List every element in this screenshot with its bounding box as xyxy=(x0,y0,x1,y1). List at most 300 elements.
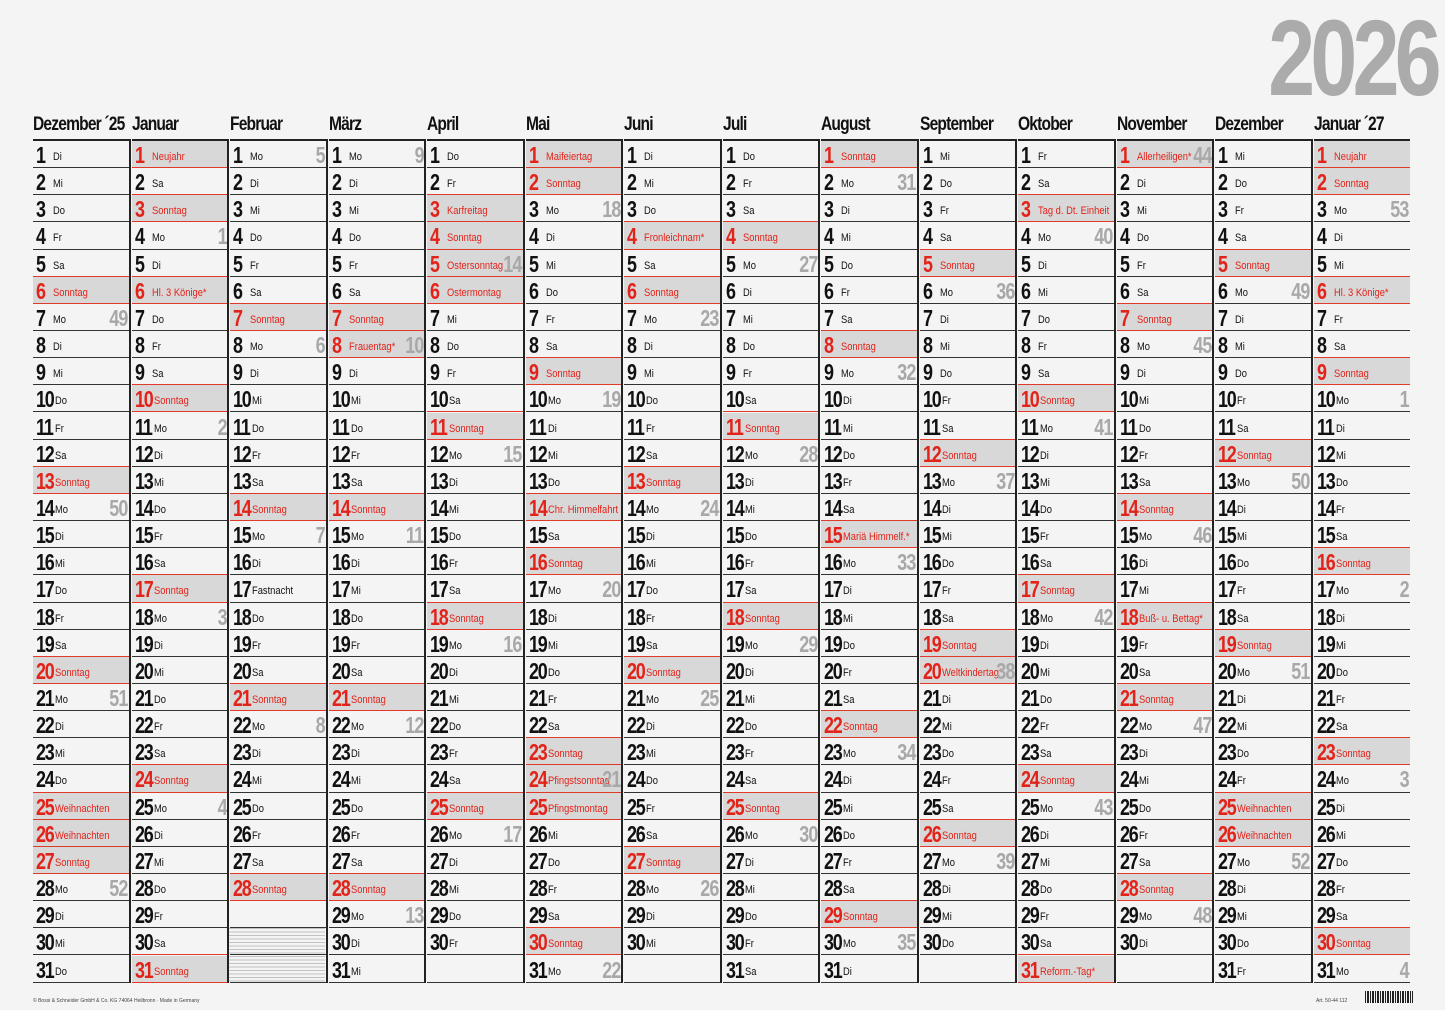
day-number: 27 xyxy=(36,847,54,874)
weekday-label: Di xyxy=(1335,612,1345,625)
weekday-label: Do xyxy=(151,313,164,326)
day-cell xyxy=(132,847,228,874)
weekday-label: Fr xyxy=(449,748,458,761)
week-number: 37 xyxy=(996,467,1015,494)
weekday-label: Mi xyxy=(1237,721,1247,734)
day-number: 14 xyxy=(725,494,744,521)
month-column xyxy=(920,113,1016,983)
day-cell xyxy=(230,765,326,792)
weekday-label: Di xyxy=(153,829,163,842)
day-number: 13 xyxy=(430,467,448,494)
day-cell xyxy=(132,440,228,467)
week-number: 39 xyxy=(996,847,1015,874)
day-number: 9 xyxy=(1218,359,1227,386)
weekday-label: Di xyxy=(1335,422,1345,435)
day-number: 26 xyxy=(824,820,842,847)
day-number: 8 xyxy=(134,332,144,359)
day-cell xyxy=(821,358,917,385)
day-cell xyxy=(230,440,326,467)
day-cell xyxy=(624,548,720,575)
weekday-label: Fr xyxy=(742,178,752,191)
day-cell xyxy=(1314,195,1410,222)
day-cell xyxy=(33,385,129,412)
weekday-label: Do xyxy=(843,639,855,652)
weekday-label: Do xyxy=(939,178,952,191)
day-cell xyxy=(821,331,917,358)
weekday-label: Mo xyxy=(843,748,856,761)
day-cell xyxy=(427,195,523,222)
day-cell xyxy=(329,793,425,820)
day-cell xyxy=(1215,874,1311,901)
weekday-label: Mo xyxy=(1237,666,1250,679)
day-number: 24 xyxy=(233,766,251,793)
day-cell xyxy=(329,494,425,521)
day-number: 6 xyxy=(1316,277,1326,304)
day-cell xyxy=(624,494,720,521)
month-column xyxy=(329,113,425,983)
day-number: 6 xyxy=(1218,277,1227,304)
day-cell xyxy=(821,521,917,548)
year-title: 2026 xyxy=(1268,0,1437,118)
weekday-label: Sonntag xyxy=(939,259,975,272)
day-cell xyxy=(427,630,523,657)
day-cell xyxy=(821,738,917,765)
weekday-label: Do xyxy=(939,368,952,381)
weekday-label: Do xyxy=(843,829,855,842)
day-cell xyxy=(427,250,523,277)
weekday-label: Sonntag xyxy=(447,232,482,245)
day-number: 4 xyxy=(1119,223,1129,250)
weekday-label: Di xyxy=(1040,639,1049,652)
day-number: 21 xyxy=(1218,685,1236,711)
day-number: 15 xyxy=(430,522,448,549)
day-number: 26 xyxy=(1218,820,1236,847)
weekday-label: Fr xyxy=(449,938,458,951)
holiday-label: Ostersonntag xyxy=(447,259,504,272)
month-name: September xyxy=(919,114,993,135)
day-cell xyxy=(1314,494,1410,521)
day-cell xyxy=(329,467,425,494)
weekday-label: Sa xyxy=(1136,286,1148,299)
day-cell xyxy=(33,738,129,765)
weekday-label: Sonntag xyxy=(545,178,581,191)
day-number: 10 xyxy=(1021,386,1039,413)
weekday-label: Sa xyxy=(1138,666,1150,679)
day-number: 24 xyxy=(36,766,54,793)
weekday-label: Sonntag xyxy=(252,884,287,897)
day-cell xyxy=(1117,575,1213,602)
day-number: 21 xyxy=(528,685,547,711)
day-cell xyxy=(329,603,425,630)
day-number: 30 xyxy=(134,929,153,956)
weekday-label: Sonntag xyxy=(646,856,681,869)
day-number: 25 xyxy=(1218,793,1236,820)
day-number: 9 xyxy=(134,359,144,386)
day-cell xyxy=(329,195,425,222)
day-cell xyxy=(723,304,819,331)
calendar-grid xyxy=(33,113,1412,983)
day-cell xyxy=(1117,874,1213,901)
weekday-label: Fr xyxy=(547,694,557,706)
weekday-label: Fr xyxy=(843,476,852,489)
column-divider xyxy=(720,139,722,983)
day-cell xyxy=(526,603,622,630)
week-number: 2 xyxy=(1399,576,1409,603)
day-cell xyxy=(1018,304,1114,331)
week-number: 50 xyxy=(109,494,128,521)
day-number: 29 xyxy=(824,902,842,929)
day-cell xyxy=(920,413,1016,440)
day-number: 24 xyxy=(1316,766,1335,793)
day-cell xyxy=(230,630,326,657)
day-cell xyxy=(920,521,1016,548)
weekday-label: Do xyxy=(646,775,658,788)
weekday-label: Mo xyxy=(53,313,66,326)
day-number: 27 xyxy=(430,847,448,874)
week-number: 52 xyxy=(1291,847,1310,874)
day-number: 21 xyxy=(922,685,941,711)
day-cell xyxy=(1018,847,1114,874)
day-number: 9 xyxy=(430,359,439,386)
day-cell xyxy=(920,277,1016,304)
day-number: 28 xyxy=(922,875,941,902)
weekday-label: Do xyxy=(350,802,363,815)
weekday-label: Do xyxy=(55,775,67,788)
weekday-label: Mo xyxy=(1040,422,1053,435)
day-number: 16 xyxy=(36,549,54,576)
day-number: 27 xyxy=(331,847,350,874)
weekday-label: Sa xyxy=(151,368,163,381)
day-cell xyxy=(1018,222,1114,249)
month-name: Dezember xyxy=(1215,114,1283,135)
day-number: 22 xyxy=(528,712,547,739)
weekday-label: Sa xyxy=(252,666,264,679)
weekday-label: Mo xyxy=(350,531,364,544)
weekday-label: Sa xyxy=(1040,558,1052,571)
weekday-label: Sa xyxy=(55,639,67,652)
weekday-label: Sa xyxy=(350,476,362,489)
day-number: 24 xyxy=(331,766,350,793)
month-name: Januar xyxy=(131,114,178,135)
month-column xyxy=(821,113,917,983)
weekday-label: Di xyxy=(1235,313,1244,326)
day-cell xyxy=(624,765,720,792)
day-cell xyxy=(526,657,622,684)
day-cell xyxy=(1018,440,1114,467)
day-cell xyxy=(427,494,523,521)
weekday-label: Di xyxy=(1038,259,1047,272)
day-number: 23 xyxy=(430,739,448,766)
day-number: 26 xyxy=(528,820,547,847)
weekday-label: Mo xyxy=(547,965,561,978)
day-cell xyxy=(526,738,622,765)
day-cell xyxy=(33,413,129,440)
day-cell xyxy=(920,385,1016,412)
day-cell xyxy=(33,440,129,467)
day-cell xyxy=(329,657,425,684)
day-number: 22 xyxy=(331,712,350,739)
day-number: 13 xyxy=(331,467,350,494)
holiday-label: Weihnachten xyxy=(1237,802,1292,815)
week-number: 38 xyxy=(996,657,1015,684)
weekday-label: Do xyxy=(153,694,166,706)
day-cell xyxy=(920,494,1016,521)
weekday-label: Sonntag xyxy=(941,639,977,652)
day-number: 31 xyxy=(824,956,842,983)
weekday-label: Di xyxy=(646,911,655,924)
day-cell xyxy=(329,711,425,738)
day-number: 17 xyxy=(36,576,54,603)
weekday-label: Di xyxy=(348,178,358,191)
day-number: 3 xyxy=(922,196,932,223)
day-number: 10 xyxy=(1316,386,1335,413)
day-number: 27 xyxy=(627,847,645,874)
day-cell xyxy=(526,847,622,874)
day-number: 23 xyxy=(528,739,547,766)
weekday-label: Sa xyxy=(941,612,953,625)
holiday-label: Neujahr xyxy=(1333,151,1367,163)
month-column xyxy=(132,113,228,983)
weekday-label: Sa xyxy=(350,666,362,679)
weekday-label: Mo xyxy=(55,884,68,897)
day-cell xyxy=(1117,765,1213,792)
day-number: 28 xyxy=(1021,875,1039,902)
holiday-label: Pfingstsonntag xyxy=(547,775,610,788)
day-number: 11 xyxy=(36,413,53,440)
day-number: 20 xyxy=(725,657,744,684)
day-number: 12 xyxy=(233,440,251,467)
holiday-label: Chr. Himmelfahrt xyxy=(547,503,618,516)
column-divider xyxy=(1114,139,1116,983)
day-cell xyxy=(723,956,819,983)
day-cell xyxy=(624,521,720,548)
weekday-label: Di xyxy=(252,748,261,761)
day-cell xyxy=(230,548,326,575)
weekday-label: Di xyxy=(348,368,358,381)
day-number: 8 xyxy=(1218,332,1227,359)
weekday-label: Mo xyxy=(843,938,856,951)
day-number: 28 xyxy=(627,875,645,902)
day-cell xyxy=(1215,820,1311,847)
day-number: 21 xyxy=(1021,685,1039,711)
day-cell xyxy=(821,793,917,820)
day-number: 2 xyxy=(627,169,636,196)
day-number: 24 xyxy=(1218,766,1236,793)
weekday-label: Sonntag xyxy=(1040,395,1075,408)
day-number: 14 xyxy=(1021,494,1039,521)
holiday-label: Ostermontag xyxy=(447,286,502,299)
day-cell xyxy=(1117,548,1213,575)
day-number: 28 xyxy=(1119,875,1138,902)
day-number: 10 xyxy=(725,386,744,413)
day-cell xyxy=(427,765,523,792)
weekday-label: Mi xyxy=(744,503,755,516)
weekday-label: Fr xyxy=(350,639,360,652)
day-cell xyxy=(132,874,228,901)
day-cell xyxy=(33,684,129,711)
day-cell xyxy=(1314,956,1410,983)
day-number: 12 xyxy=(430,440,448,467)
day-number: 23 xyxy=(725,739,744,766)
weekday-label: Di xyxy=(744,476,754,489)
day-cell xyxy=(920,331,1016,358)
day-cell xyxy=(821,195,917,222)
day-number: 26 xyxy=(233,820,251,847)
day-cell xyxy=(1018,331,1114,358)
weekday-label: Di xyxy=(841,205,850,218)
day-number: 16 xyxy=(430,549,448,576)
weekday-label: Di xyxy=(53,341,62,354)
day-number: 17 xyxy=(1119,576,1138,603)
weekday-label: Sonntag xyxy=(449,802,484,815)
day-cell xyxy=(526,358,622,385)
day-number: 2 xyxy=(233,169,242,196)
weekday-label: Mi xyxy=(644,178,654,191)
day-number: 13 xyxy=(1119,467,1138,494)
day-cell xyxy=(33,141,129,168)
weekday-label: Do xyxy=(53,205,65,218)
day-cell xyxy=(230,847,326,874)
day-cell xyxy=(526,793,622,820)
day-number: 22 xyxy=(627,712,645,739)
week-number: 12 xyxy=(405,712,424,739)
day-cell xyxy=(1117,304,1213,331)
day-cell xyxy=(230,521,326,548)
day-cell xyxy=(526,250,622,277)
day-cell xyxy=(1018,820,1114,847)
weekday-label: Mi xyxy=(1138,395,1149,408)
day-number: 20 xyxy=(233,657,251,684)
week-number: 41 xyxy=(1094,413,1113,440)
day-number: 30 xyxy=(725,929,744,956)
day-cell xyxy=(1018,277,1114,304)
day-number: 18 xyxy=(627,603,645,630)
week-number: 2 xyxy=(217,413,227,440)
weekday-label: Mo xyxy=(1138,721,1152,734)
day-number: 11 xyxy=(1119,413,1137,440)
day-number: 6 xyxy=(824,277,833,304)
day-number: 10 xyxy=(331,386,350,413)
weekday-label: Mo xyxy=(1040,612,1053,625)
day-cell xyxy=(1215,738,1311,765)
day-cell xyxy=(1215,467,1311,494)
weekday-label: Mi xyxy=(53,178,63,191)
weekday-label: Do xyxy=(841,259,853,272)
weekday-label: Sa xyxy=(939,232,951,245)
weekday-label: Di xyxy=(1136,368,1146,381)
day-cell xyxy=(1314,304,1410,331)
day-cell xyxy=(821,711,917,738)
day-cell xyxy=(624,358,720,385)
day-number: 29 xyxy=(1021,902,1039,929)
weekday-label: Mi xyxy=(1335,829,1346,842)
day-number: 21 xyxy=(134,685,153,711)
day-number: 4 xyxy=(725,223,735,250)
day-cell xyxy=(1117,222,1213,249)
weekday-label: Fr xyxy=(1038,341,1047,354)
day-number: 9 xyxy=(36,359,45,386)
day-cell xyxy=(624,440,720,467)
day-number: 18 xyxy=(1218,603,1236,630)
month-name: August xyxy=(821,114,870,135)
day-cell xyxy=(526,331,622,358)
day-number: 20 xyxy=(528,657,547,684)
day-number: 2 xyxy=(725,169,735,196)
day-cell xyxy=(33,467,129,494)
day-number: 16 xyxy=(1218,549,1236,576)
week-number: 30 xyxy=(799,820,818,847)
day-number: 6 xyxy=(725,277,735,304)
day-number: 5 xyxy=(627,250,636,277)
day-number: 25 xyxy=(1316,793,1335,820)
day-number: 5 xyxy=(233,250,242,277)
day-cell xyxy=(920,928,1016,955)
week-number: 7 xyxy=(315,522,325,549)
weekday-label: Sonntag xyxy=(250,313,285,326)
day-number: 4 xyxy=(528,223,538,250)
weekday-label: Di xyxy=(646,531,655,544)
day-cell xyxy=(1314,711,1410,738)
weekday-label: Fr xyxy=(449,558,458,571)
weekday-label: Sa xyxy=(545,341,557,354)
day-number: 13 xyxy=(1218,467,1236,494)
column-divider xyxy=(1212,139,1214,983)
month-name: April xyxy=(427,114,459,135)
day-number: 26 xyxy=(1119,820,1138,847)
weekday-label: Fr xyxy=(843,666,852,679)
weekday-label: Di xyxy=(55,531,64,544)
weekday-label: Sa xyxy=(151,178,163,191)
day-number: 9 xyxy=(725,359,735,386)
day-number: 29 xyxy=(1119,902,1138,929)
week-number: 51 xyxy=(1291,657,1310,684)
day-cell xyxy=(526,467,622,494)
day-cell xyxy=(1314,548,1410,575)
day-cell xyxy=(624,711,720,738)
weekday-label: Fr xyxy=(646,612,655,625)
weekday-label: Sa xyxy=(843,503,855,516)
week-number: 3 xyxy=(217,603,227,630)
day-cell xyxy=(427,168,523,195)
weekday-label: Mi xyxy=(55,938,65,951)
day-cell xyxy=(1018,168,1114,195)
day-cell xyxy=(427,711,523,738)
day-number: 26 xyxy=(36,820,54,847)
day-number: 2 xyxy=(134,169,144,196)
weekday-label: Mi xyxy=(1235,151,1245,163)
weekday-label: Mi xyxy=(1237,531,1247,544)
day-number: 27 xyxy=(1119,847,1138,874)
weekday-label: Do xyxy=(350,612,363,625)
month-name: Januar ´27 xyxy=(1313,114,1384,135)
day-cell xyxy=(920,956,1016,983)
day-cell xyxy=(132,250,228,277)
weekday-label: Mi xyxy=(55,748,65,761)
weekday-label: Mo xyxy=(545,205,559,218)
day-cell xyxy=(920,195,1016,222)
weekday-label: Sa xyxy=(1335,911,1347,924)
day-number: 30 xyxy=(922,929,941,956)
day-number: 26 xyxy=(922,820,941,847)
day-number: 28 xyxy=(430,875,448,902)
day-number: 13 xyxy=(1021,467,1039,494)
day-cell xyxy=(723,575,819,602)
day-cell xyxy=(33,928,129,955)
day-number: 31 xyxy=(725,956,744,983)
day-cell xyxy=(1018,928,1114,955)
weekday-label: Sonntag xyxy=(350,503,386,516)
weekday-label: Sa xyxy=(547,721,559,734)
